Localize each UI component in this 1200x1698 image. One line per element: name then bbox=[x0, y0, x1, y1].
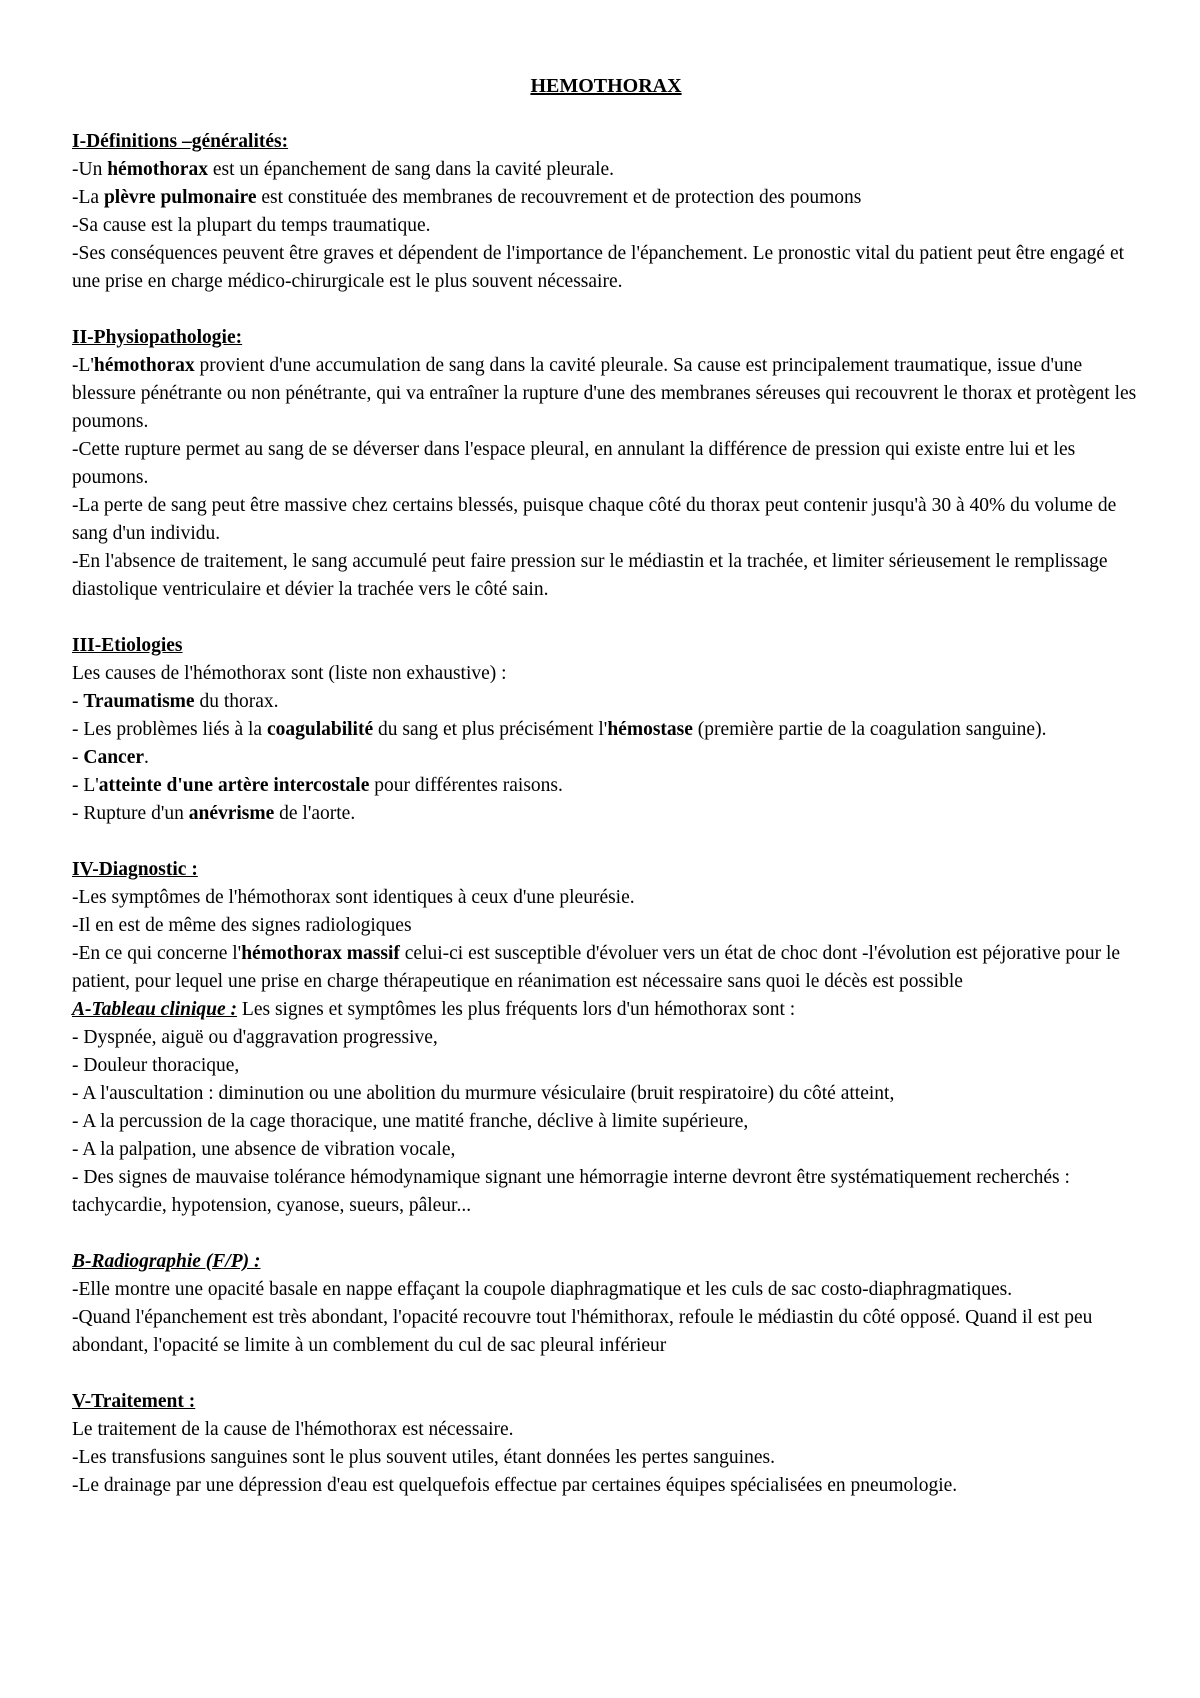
paragraph: -Les symptômes de l'hémothorax sont identiques à ceux d'une pleurésie. bbox=[72, 887, 635, 908]
paragraph: -Les transfusions sanguines sont le plus souvent utiles, étant données les pertes sanguines. bbox=[72, 1447, 775, 1468]
list-item: - Des signes de mauvaise tolérance hémodynamique signant une hémorragie interne devront être systématiquement recherchés : tachycardie, hypotension, cyanose, sueurs, pâleur... bbox=[72, 1167, 1070, 1216]
paragraph: -L'hémothorax provient d'une accumulation de sang dans la cavité pleurale. Sa cause est principalement traumatique, issue d'une blessure pénétrante ou non pénétrante, qui va entraîner la rupture d'une des membranes séreuses qui recouvrent le thorax et protègent les poumons. bbox=[72, 355, 1137, 432]
paragraph: -En ce qui concerne l'hémothorax massif celui-ci est susceptible d'évoluer vers un état de choc dont -l'évolution est péjorative pour le patient, pour lequel une prise en charge thérapeutique en réanimation est nécessaire sans quoi le décès est possible bbox=[72, 943, 1121, 992]
paragraph: -Le drainage par une dépression d'eau est quelquefois effectue par certaines équipes spécialisées en pneumologie. bbox=[72, 1475, 958, 1496]
list-item: - Traumatisme du thorax. bbox=[72, 691, 279, 712]
list-item: - A la percussion de la cage thoracique, une matité franche, déclive à limite supérieure, bbox=[72, 1111, 749, 1132]
list-item: - Les problèmes liés à la coagulabilité du sang et plus précisément l'hémostase (première partie de la coagulation sanguine). bbox=[72, 719, 1047, 740]
subsection-heading: B-Radiographie (F/P) : bbox=[72, 1251, 261, 1272]
list-item: - Dyspnée, aiguë ou d'aggravation progressive, bbox=[72, 1027, 438, 1048]
paragraph: -Sa cause est la plupart du temps traumatique. bbox=[72, 215, 431, 236]
section-definitions bbox=[72, 128, 1140, 296]
list-item: - A l'auscultation : diminution ou une abolition du murmure vésiculaire (bruit respiratoire) du côté atteint, bbox=[72, 1083, 895, 1104]
list-item: - A la palpation, une absence de vibration vocale, bbox=[72, 1139, 456, 1160]
paragraph: -En l'absence de traitement, le sang accumulé peut faire pression sur le médiastin et la trachée, et limiter sérieusement le remplissage diastolique ventriculaire et dévier la trachée vers le côté sain. bbox=[72, 551, 1108, 600]
section-heading: I-Définitions –généralités: bbox=[72, 131, 289, 152]
paragraph: -Cette rupture permet au sang de se déverser dans l'espace pleural, en annulant la différence de pression qui existe entre lui et les poumons. bbox=[72, 439, 1076, 488]
paragraph: -Ses conséquences peuvent être graves et dépendent de l'importance de l'épanchement. Le pronostic vital du patient peut être engagé et une prise en charge médico-chirurgicale est le plus souvent nécessaire. bbox=[72, 243, 1125, 292]
section-heading: III-Etiologies bbox=[72, 635, 183, 656]
section-physiopathologie bbox=[72, 324, 1140, 604]
list-item: - Douleur thoracique, bbox=[72, 1055, 240, 1076]
document-title: HEMOTHORAX bbox=[530, 75, 682, 97]
paragraph: -Elle montre une opacité basale en nappe effaçant la coupole diaphragmatique et les culs de sac costo-diaphragmatiques. bbox=[72, 1279, 1013, 1300]
paragraph: -Quand l'épanchement est très abondant, l'opacité recouvre tout l'hémithorax, refoule le médiastin du côté opposé. Quand il est peu abondant, l'opacité se limite à un comblement du cul de sac pleural inférieur bbox=[72, 1307, 1093, 1356]
section-heading: IV-Diagnostic : bbox=[72, 859, 198, 880]
section-heading: II-Physiopathologie: bbox=[72, 327, 243, 348]
paragraph: A-Tableau clinique : Les signes et symptômes les plus fréquents lors d'un hémothorax sont : bbox=[72, 999, 796, 1020]
paragraph: -La plèvre pulmonaire est constituée des membranes de recouvrement et de protection des poumons bbox=[72, 187, 862, 208]
paragraph: -Il en est de même des signes radiologiques bbox=[72, 915, 412, 936]
paragraph: Les causes de l'hémothorax sont (liste non exhaustive) : bbox=[72, 663, 507, 684]
list-item: - Rupture d'un anévrisme de l'aorte. bbox=[72, 803, 356, 824]
paragraph: -La perte de sang peut être massive chez certains blessés, puisque chaque côté du thorax peut contenir jusqu'à 30 à 40% du volume de sang d'un individu. bbox=[72, 495, 1117, 544]
section-diagnostic bbox=[72, 856, 1140, 1360]
section-etiologies bbox=[72, 632, 1140, 828]
subsection-heading: A-Tableau clinique : bbox=[72, 999, 238, 1020]
spacer bbox=[72, 1220, 1140, 1248]
paragraph: -Un hémothorax est un épanchement de sang dans la cavité pleurale. bbox=[72, 159, 615, 180]
list-item: - Cancer. bbox=[72, 747, 149, 768]
paragraph: Le traitement de la cause de l'hémothorax est nécessaire. bbox=[72, 1419, 514, 1440]
section-traitement bbox=[72, 1388, 1140, 1500]
section-heading: V-Traitement : bbox=[72, 1391, 196, 1412]
list-item: - L'atteinte d'une artère intercostale pour différentes raisons. bbox=[72, 775, 563, 796]
